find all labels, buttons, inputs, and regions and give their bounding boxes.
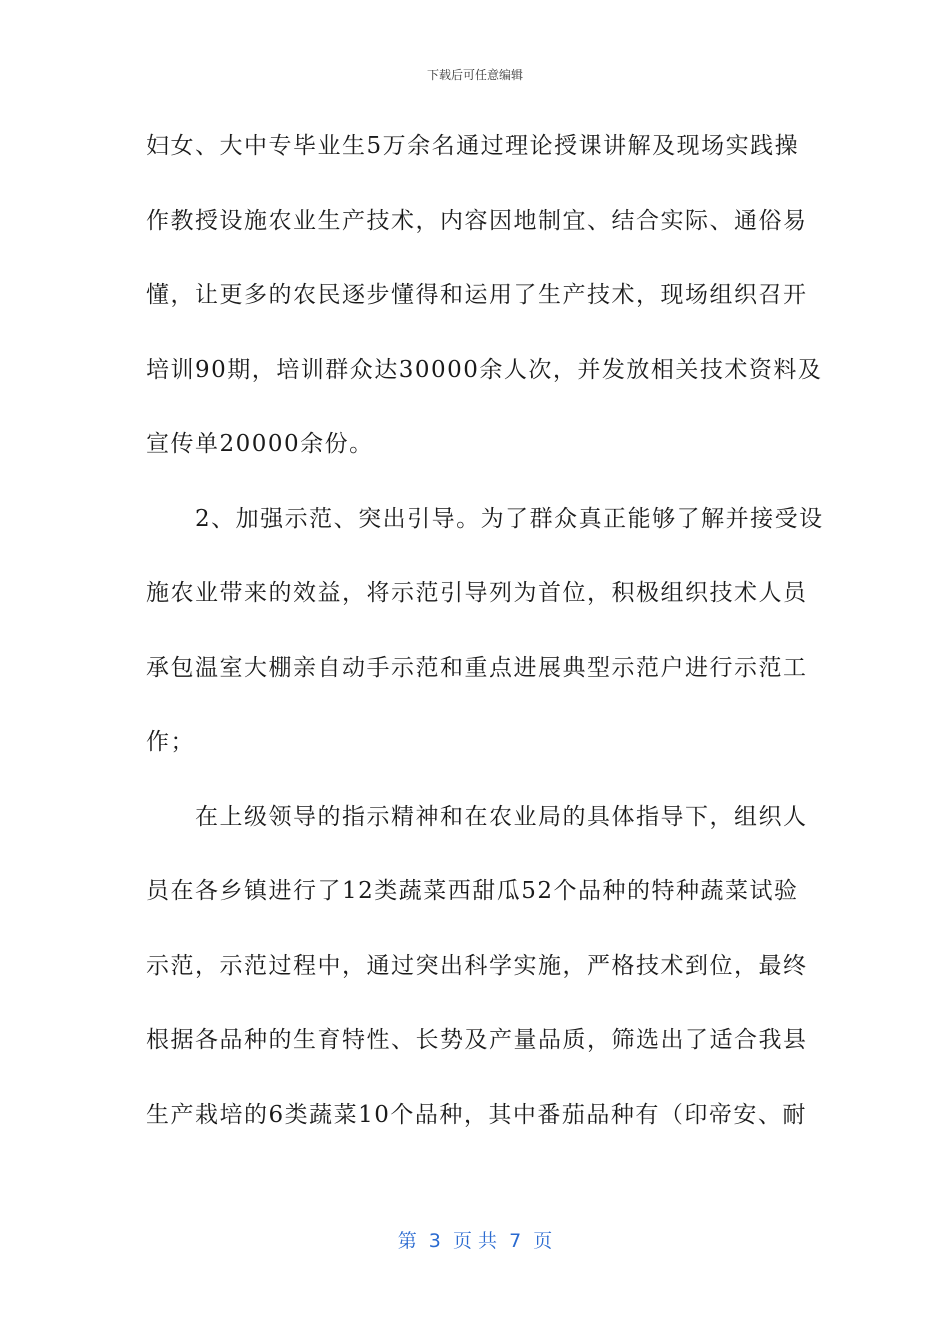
text-line: 施农业带来的效益，将示范引导列为首位，积极组织技术人员 bbox=[146, 580, 808, 606]
text-line: 宣传单20000余份。 bbox=[146, 431, 374, 457]
text-line: 2、加强示范、突出引导。为了群众真正能够了解并接受设 bbox=[146, 505, 824, 532]
page-number: 第 3 页 共 7 页 bbox=[397, 1230, 553, 1252]
text-line: 作教授设施农业生产技术，内容因地制宜、结合实际、通俗易 bbox=[146, 207, 808, 234]
text-line: 示范，示范过程中，通过突出科学实施，严格技术到位，最终 bbox=[146, 952, 808, 979]
text-line: 生产栽培的6类蔬菜10个品种，其中番茄品种有（印帝安、耐 bbox=[146, 1101, 807, 1128]
text-line: 培训90期，培训群众达30000余人次，并发放相关技术资料及 bbox=[146, 356, 823, 383]
text-line: 作； bbox=[146, 729, 195, 755]
text-line: 懂，让更多的农民逐步懂得和运用了生产技术，现场组织召开 bbox=[146, 282, 808, 308]
document-body bbox=[146, 124, 824, 1167]
text-line: 员在各乡镇进行了12类蔬菜西甜瓜52个品种的特种蔬菜试验 bbox=[146, 878, 799, 904]
text-line: 妇女、大中专毕业生5万余名通过理论授课讲解及现场实践操 bbox=[146, 133, 800, 159]
download-note: 下载后可任意编辑 bbox=[426, 68, 523, 82]
text-line: 根据各品种的生育特性、长势及产量品质，筛选出了适合我县 bbox=[146, 1027, 808, 1053]
text-line: 承包温室大棚亲自动手示范和重点进展典型示范户进行示范工 bbox=[146, 654, 808, 681]
text-line: 在上级领导的指示精神和在农业局的具体指导下，组织人 bbox=[146, 803, 808, 830]
